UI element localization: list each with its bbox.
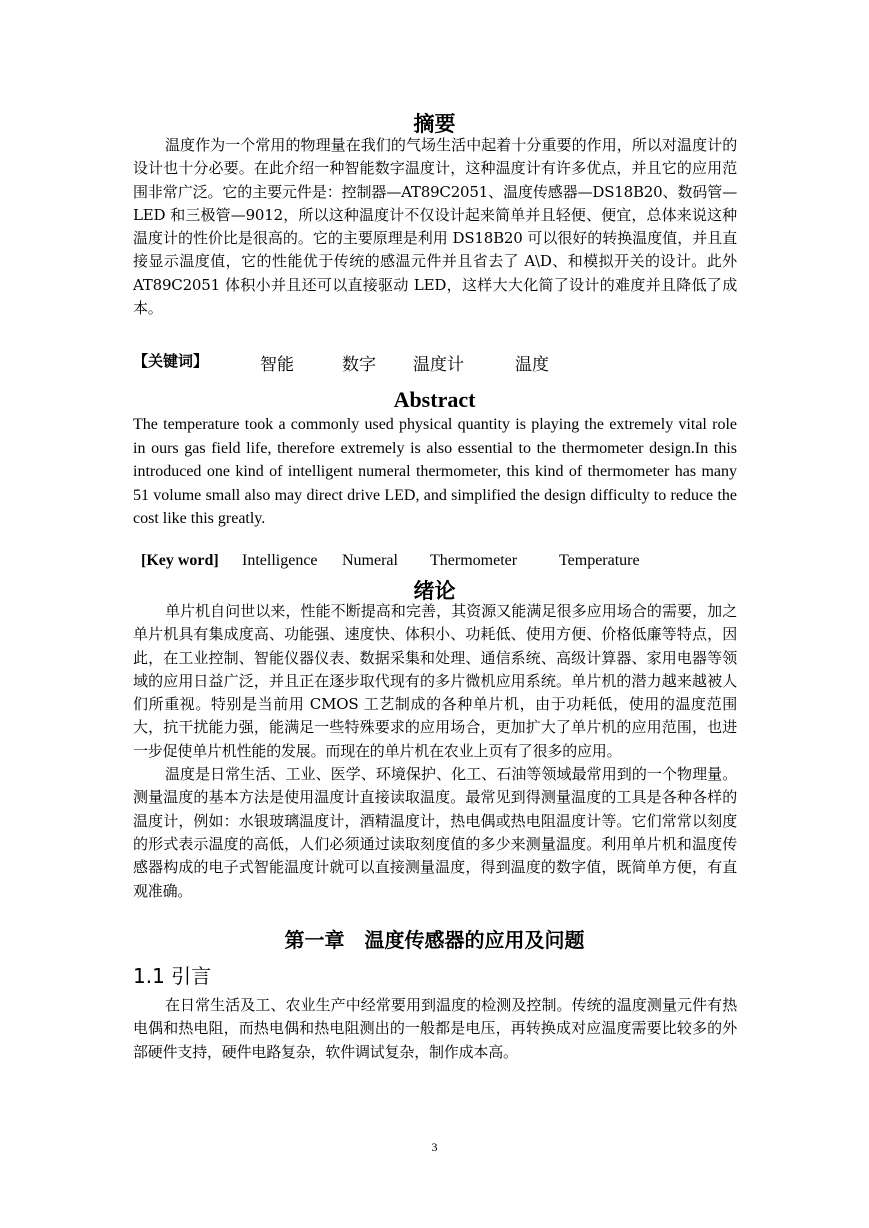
abstract-en-title: Abstract	[393, 387, 476, 412]
introduction-title: 绪论	[413, 579, 456, 603]
abstract-en-body	[133, 413, 737, 531]
abstract-cn-body	[133, 134, 737, 320]
abstract-cn-title: 摘要	[413, 112, 456, 136]
keywords-cn	[133, 350, 549, 375]
keyword-en-3: Thermometer	[430, 552, 518, 569]
page-number: 3	[431, 1140, 438, 1154]
introduction-paragraph-1: 单片机自问世以来，性能不断提高和完善，其资源又能满足很多应用场合的需要，加之单片机具有集成度高、功能强、速度快、体积小、功耗低、使用方便、价格低廉等特点，因此，在工业控制、智能仪器仪表、数据采集和处理、通信系统、高级计算器、家用电器等领域的应用日益广泛，并且正在逐步取代现有的多片微机应用系统。单片机的潜力越来越被人们所重视。特别是当前用 CMOS 工艺制成的各种单片机，由于功耗低，使用的温度范围大，抗干扰能力强，能满足一些特殊要求的应用场合，更加扩大了单片机的应用范围，也进一步促使单片机性能的发展。而现在的单片机在农业上页有了很多的应用。	[133, 602, 737, 760]
keyword-cn-4: 温度	[515, 355, 549, 375]
keyword-en-2: Numeral	[342, 552, 398, 569]
section-paragraph: 在日常生活及工、农业生产中经常要用到温度的检测及控制。传统的温度测量元件有热电偶和热电阻，而热电偶和热电阻测出的一般都是电压，再转换成对应温度需要比较多的外部硬件支持，硬件电路复杂，软件调试复杂，制作成本高。	[133, 996, 737, 1061]
keywords-en	[141, 552, 640, 570]
keyword-en-4: Temperature	[559, 552, 640, 569]
keywords-en-label: [Key word]	[141, 552, 219, 569]
abstract-en-paragraph: The temperature took a commonly used physical quantity is playing the extremely vital role in ours gas field life, therefore extremely is also essential to the thermometer design.In this introduced one kind of intelligent numeral thermometer, this kind of thermometer has many 51 volume small also may direct drive LED, and simplified the design difficulty to reduce the cost like this greatly.	[133, 416, 737, 527]
abstract-cn-paragraph: 温度作为一个常用的物理量在我们的气场生活中起着十分重要的作用，所以对温度计的设计也十分必要。在此介绍一种智能数字温度计，这种温度计有许多优点，并且它的应用范围非常广泛。它的主要元件是：控制器—AT89C2051、温度传感器—DS18B20、数码管—LED 和三极管—9012，所以这种温度计不仅设计起来简单并且轻便、便宜，总体来说这种温度计的性价比是很高的。它的主要原理是利用 DS18B20 可以很好的转换温度值，并且直接显示温度值，它的性能优于传统的感温元件并且省去了 A\D、和模拟开关的设计。此外 AT89C2051 体积小并且还可以直接驱动 LED，这样大大化简了设计的难度并且降低了成本。	[133, 136, 737, 318]
keyword-cn-3: 温度计	[413, 355, 464, 375]
keyword-en-1: Intelligence	[242, 552, 318, 569]
introduction-body	[133, 600, 737, 903]
introduction-paragraph-2: 温度是日常生活、工业、医学、环境保护、化工、石油等领域最常用到的一个物理量。测量温度的基本方法是使用温度计直接读取温度。最常见到得测量温度的工具是各种各样的温度计，例如：水银玻璃温度计，酒精温度计，热电偶或热电阻温度计等。它们常常以刻度的形式表示温度的高低，人们必须通过读取刻度值的多少来测量温度。利用单片机和温度传感器构成的电子式智能温度计就可以直接测量温度，得到温度的数字值，既简单方便，有直观准确。	[133, 765, 737, 900]
keywords-cn-label: 【关键词】	[133, 352, 209, 370]
keyword-cn-1: 智能	[260, 355, 294, 375]
keyword-cn-2: 数字	[342, 355, 376, 375]
chapter-title: 第一章 温度传感器的应用及问题	[284, 928, 585, 952]
section-title: 1.1 引言	[133, 964, 212, 988]
section-body	[133, 994, 737, 1064]
